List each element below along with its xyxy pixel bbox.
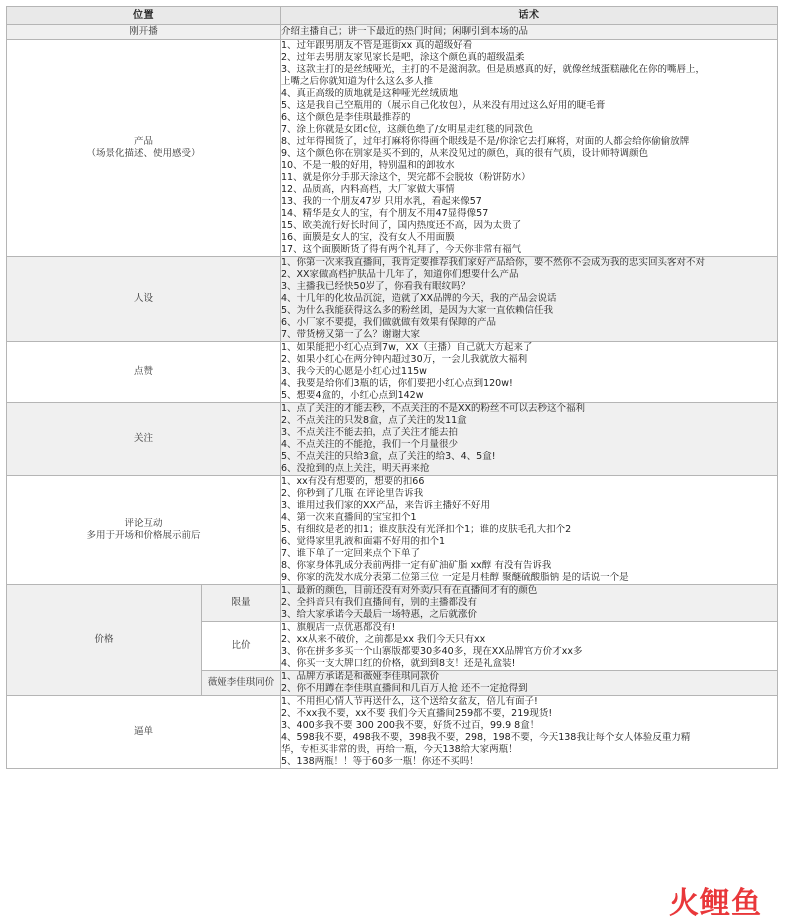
script-cell bbox=[281, 585, 778, 622]
position-sublabel: 薇娅李佳琪同价 bbox=[202, 671, 281, 696]
position-label bbox=[7, 40, 281, 257]
script-table bbox=[6, 6, 778, 769]
script-line: 5、不点关注的只给3盒，点了关注的给3、4、5盒! bbox=[281, 451, 496, 462]
position-label: 人设 bbox=[7, 257, 281, 342]
script-line: 1、过年跟男朋友不管是逛街xx 真的超级好看 bbox=[281, 40, 473, 51]
script-line: 8、过年得囤货了，过年打麻将你得画个眼线是不是/你涂它去打麻将，对面的人都会给你偷偷放牌 bbox=[281, 136, 690, 147]
script-line: 3、我今天的心愿是小红心过115w bbox=[281, 366, 427, 377]
script-line: 2、不xx我不要，xx不要 我们今天直播间259都不要，219现货! bbox=[281, 708, 553, 719]
script-cell bbox=[281, 403, 778, 476]
script-cell bbox=[281, 476, 778, 585]
position-label: 关注 bbox=[7, 403, 281, 476]
row-price-limited bbox=[7, 585, 778, 622]
script-line: 4、真正高级的质地就是这种哑光丝绒质地 bbox=[281, 88, 459, 99]
script-cell bbox=[281, 40, 778, 257]
script-line: 4、不点关注的不能抢，我们一个月量很少 bbox=[281, 439, 459, 450]
row-follow bbox=[7, 403, 778, 476]
script-line: 3、400多我不要 300 200我不要，好货不过百，99.9 8盒！ bbox=[281, 720, 540, 731]
script-cell bbox=[281, 671, 778, 696]
header-position: 位置 bbox=[7, 7, 281, 25]
script-line: 3、你在拼多多买一个山寨版都要30多40多，现在XX品牌官方价才xx多 bbox=[281, 646, 583, 657]
script-line: 2、过年去男朋友家见家长是吧，涂这个颜色真的超级温柔 bbox=[281, 52, 525, 63]
script-cell bbox=[281, 25, 778, 40]
row-opening bbox=[7, 25, 778, 40]
script-line: 4、我要是给你们3瓶的话，你们要把小红心点到120w! bbox=[281, 378, 513, 389]
script-line: 9、你家的洗发水成分表第二位第三位 一定是月桂醇 聚醚硫酸脂钠 是的话说一个是 bbox=[281, 572, 629, 583]
script-line: 9、这个颜色你在别家是买不到的，从来没见过的颜色，真的很有气质，设计师特调颜色 bbox=[281, 148, 649, 159]
script-line: 3、主播我已经快50岁了，你看我有眼纹吗？ bbox=[281, 281, 471, 292]
position-label: 刚开播 bbox=[7, 25, 281, 40]
position-label: 逼单 bbox=[7, 696, 281, 769]
script-line: 2、XX家做高档护肤品十几年了，知道你们想要什么产品 bbox=[281, 269, 519, 280]
script-line: 15、欧美流行好长时间了，国内热度还不高，因为太贵了 bbox=[281, 220, 522, 231]
position-label: 价格 bbox=[7, 585, 202, 696]
script-line: 1、不用担心情人节再送什么，这个送给女盆友，倍儿有面子! bbox=[281, 696, 538, 707]
position-label-main: 产品 bbox=[133, 136, 153, 147]
script-line: 12、品质高，内料高档，大厂家做大事情 bbox=[281, 184, 455, 195]
script-line: 5、为什么我能获得这么多的粉丝团，是因为大家一直依赖信任我 bbox=[281, 305, 554, 316]
script-line: 4、你买一支大牌口红的价格，就到到8支！还是礼盒装! bbox=[281, 658, 516, 669]
script-line: 华，专柜买非常的贵，再给一瓶，今天138给大家两瓶！ bbox=[281, 744, 518, 755]
script-line: 7、涂上你就是女团c位，这颜色绝了/女明星走红毯的同款色 bbox=[281, 124, 533, 135]
row-product bbox=[7, 40, 778, 257]
script-line: 1、点了关注的才能去秒，不点关注的不是XX的粉丝不可以去秒这个福利 bbox=[281, 403, 586, 414]
script-line: 3、这款主打的是丝绒哑光，主打的不是滋润款。但是质感真的好，就像丝绒蛋糕融化在你的嘴唇上， bbox=[281, 64, 706, 75]
position-label: 点赞 bbox=[7, 342, 281, 403]
script-line: 14、精华是女人的宝，有个朋友不用47显得像57 bbox=[281, 208, 489, 219]
script-line: 1、品牌方承诺是和薇娅李佳琪同款价 bbox=[281, 671, 440, 682]
script-line: 2、如果小红心在两分钟内超过30万，一会儿我就放大福利 bbox=[281, 354, 528, 365]
brand-watermark: 火鲤鱼 bbox=[669, 886, 762, 921]
position-label bbox=[7, 476, 281, 585]
script-line: 7、带货榜又第一了么？谢谢大家 bbox=[281, 329, 421, 340]
script-line: 1、你第一次来我直播间，我肯定要推荐我们家好产品给你，要不然你不会成为我的忠实回头客对不对 bbox=[281, 257, 706, 268]
position-label-main: 评论互动 bbox=[124, 518, 163, 529]
script-line: 5、想要4盒的，小红心点到142w bbox=[281, 390, 424, 401]
script-line: 11、就是你分手那天涂这个，哭完都不会脱妆（粉饼防水） bbox=[281, 172, 531, 183]
script-line: 2、不点关注的只发8盒，点了关注的发11盒 bbox=[281, 415, 467, 426]
row-comments bbox=[7, 476, 778, 585]
script-line: 4、第一次来直播间的宝宝扣个1 bbox=[281, 512, 417, 523]
script-line: 8、你家身体乳成分表前两排一定有矿油矿脂 xx醇 有没有告诉我 bbox=[281, 560, 552, 571]
position-label-sub: （场景化描述、使用感受） bbox=[86, 148, 201, 159]
script-line: 16、面膜是女人的宝，没有女人不用面膜 bbox=[281, 232, 455, 243]
script-cell bbox=[281, 257, 778, 342]
script-line: 3、不点关注不能去拍，点了关注才能去拍 bbox=[281, 427, 459, 438]
script-line: 1、最新的颜色，目前还没有对外卖/只有在直播间才有的颜色 bbox=[281, 585, 538, 596]
script-line: 5、138两瓶！！等于60多一瓶！你还不买吗！ bbox=[281, 756, 479, 767]
row-urgency bbox=[7, 696, 778, 769]
script-line: 5、有细纹是老的扣1；谁皮肤没有光泽扣个1；谁的皮肤毛孔大扣个2 bbox=[281, 524, 572, 535]
script-cell bbox=[281, 342, 778, 403]
script-line: 4、十几年的化妆品沉淀，造就了XX品牌的今天，我的产品会说话 bbox=[281, 293, 557, 304]
script-line: 上嘴之后你就知道为什么这么多人推 bbox=[281, 76, 434, 87]
script-line: 3、谁用过我们家的XX产品，来告诉主播好不好用 bbox=[281, 500, 491, 511]
position-sublabel: 限量 bbox=[202, 585, 281, 622]
script-line: 4、598我不要，498我不要，398我不要，298，198不要，今天138我让每个女人体验反重力精 bbox=[281, 732, 691, 743]
position-label-sub: 多用于开场和价格展示前后 bbox=[86, 530, 201, 541]
header-script: 话术 bbox=[281, 7, 778, 25]
script-line: 7、谁下单了一定回来点个下单了 bbox=[281, 548, 421, 559]
script-line: 2、全抖音只有我们直播间有，别的主播都没有 bbox=[281, 597, 478, 608]
script-line: 1、旗舰店一点优惠都没有! bbox=[281, 622, 396, 633]
script-line: 5、这是我自己空瓶用的（展示自己化妆包），从来没有用过这么好用的睫毛膏 bbox=[281, 100, 606, 111]
script-line: 6、这个颜色是李佳琪最推荐的 bbox=[281, 112, 411, 123]
row-persona bbox=[7, 257, 778, 342]
script-line: 13、我的一个朋友47岁 只用水乳，看起来像57 bbox=[281, 196, 482, 207]
script-line: 2、你秒到了几瓶 在评论里告诉我 bbox=[281, 488, 424, 499]
script-line: 6、没抢到的点上关注，明天再来抢 bbox=[281, 463, 430, 474]
script-line: 介绍主播自己；讲一下最近的热门时间；闲聊引到本场的品 bbox=[281, 26, 529, 37]
script-line: 17、这个面膜断货了得有两个礼拜了，今天你非常有福气 bbox=[281, 244, 522, 255]
script-line: 10、不是一般的好用，特别温和的卸妆水 bbox=[281, 160, 455, 171]
script-cell bbox=[281, 622, 778, 671]
script-line: 2、你不用蹲在李佳琪直播间和几百万人抢 还不一定抢得到 bbox=[281, 683, 528, 694]
script-cell bbox=[281, 696, 778, 769]
script-line: 1、xx有没有想要的，想要的扣66 bbox=[281, 476, 425, 487]
script-line: 3、给大家承诺今天最后一场特惠，之后就涨价 bbox=[281, 609, 478, 620]
script-line: 6、觉得家里乳液和面霜不好用的扣个1 bbox=[281, 536, 446, 547]
script-line: 2、xx从来不破价，之前都是xx 我们今天只有xx bbox=[281, 634, 486, 645]
script-line: 1、如果能把小红心点到7w，XX（主播）自己就大方起来了 bbox=[281, 342, 533, 353]
script-line: 6、小厂家不要提，我们做就做有效果有保障的产品 bbox=[281, 317, 497, 328]
position-sublabel: 比价 bbox=[202, 622, 281, 671]
row-likes bbox=[7, 342, 778, 403]
